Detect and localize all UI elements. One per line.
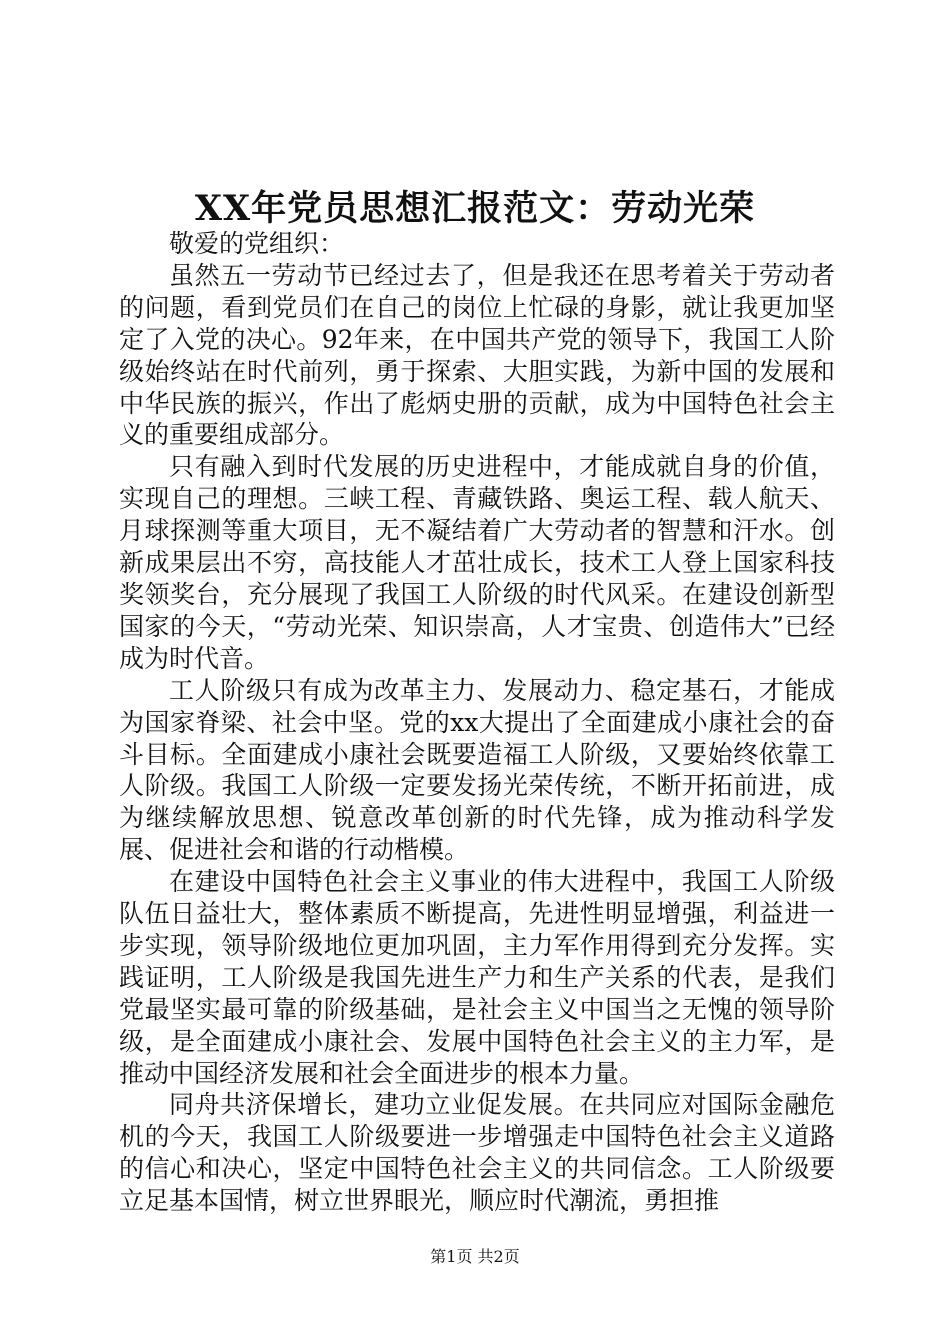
- page-number-footer: 第1页 共2页: [430, 1247, 520, 1266]
- body-paragraph: 同舟共济保增长，建功立业促发展。在共同应对国际金融危机的今天，我国工人阶级要进一步增强走中国特色社会主义道路的信心和决心，坚定中国特色社会主义的共同信念。工人阶级要立足基本国情，树立世界眼光，顺应时代潮流，勇担推: [119, 1090, 835, 1216]
- body-paragraph: 在建设中国特色社会主义事业的伟大进程中，我国工人阶级队伍日益壮大，整体素质不断提高，先进性明显增强，利益进一步实现，领导阶级地位更加巩固，主力军作用得到充分发挥。实践证明，工人阶级是我国先进生产力和生产关系的代表，是我们党最坚实最可靠的阶级基础，是社会主义中国当之无愧的领导阶级，是全面建成小康社会、发展中国特色社会主义的主力军，是推动中国经济发展和社会全面进步的根本力量。: [119, 867, 835, 1088]
- body-paragraph: 工人阶级只有成为改革主力、发展动力、稳定基石，才能成为国家脊梁、社会中坚。党的xx大提出了全面建成小康社会的奋斗目标。全面建成小康社会既要造福工人阶级，又要始终依靠工人阶级。我国工人阶级一定要发扬光荣传统，不断开拓前进，成为继续解放思想、锐意改革创新的时代先锋，成为推动科学发展、促进社会和谐的行动楷模。: [119, 675, 835, 865]
- document-body: [119, 228, 835, 1217]
- salutation: 敬爱的党组织：: [169, 229, 345, 258]
- body-paragraph: 只有融入到时代发展的历史进程中，才能成就自身的价值，实现自己的理想。三峡工程、青藏铁路、奥运工程、载人航天、月球探测等重大项目，无不凝结着广大劳动者的智慧和汗水。创新成果层出不穷，高技能人才茁壮成长，技术工人登上国家科技奖领奖台，充分展现了我国工人阶级的时代风采。在建设创新型国家的今天，“劳动光荣、知识崇高，人才宝贵、创造伟大”已经成为时代音。: [119, 452, 835, 673]
- document-title: XX年党员思想汇报范文：劳动光荣: [194, 188, 756, 229]
- body-paragraph: 虽然五一劳动节已经过去了，但是我还在思考着关于劳动者的问题，看到党员们在自己的岗位上忙碌的身影，就让我更加坚定了入党的决心。92年来，在中国共产党的领导下，我国工人阶级始终站在时代前列，勇于探索、大胆实践，为新中国的发展和中华民族的振兴，作出了彪炳史册的贡献，成为中国特色社会主义的重要组成部分。: [119, 260, 835, 450]
